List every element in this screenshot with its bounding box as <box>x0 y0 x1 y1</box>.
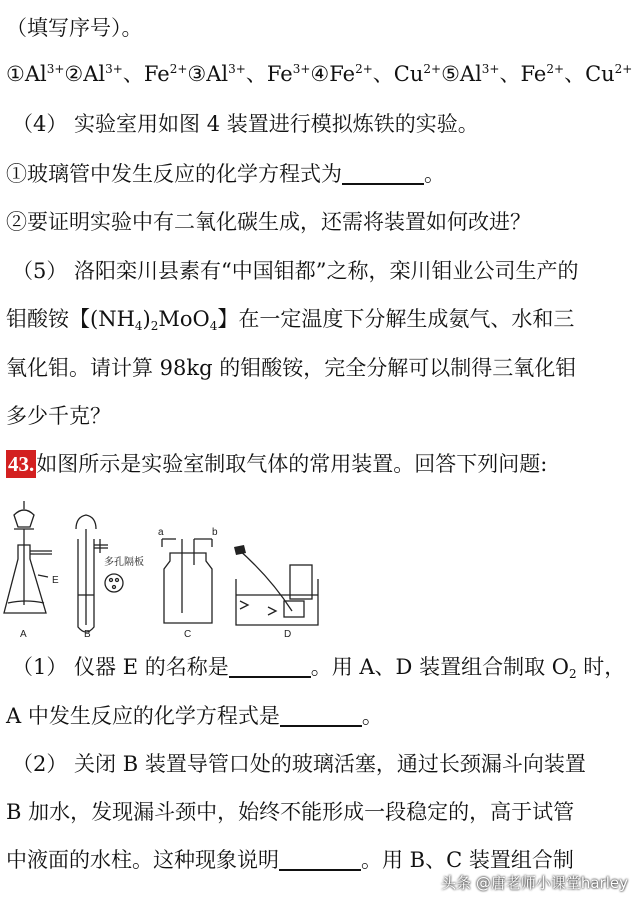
question-43-part-1-line-2: A 中发生反应的化学方程式是 。 <box>6 704 383 728</box>
question-4-text: （4） 实验室用如图 4 装置进行模拟炼铁的实验。 <box>12 112 479 136</box>
option-1: $①Al^{3+}$ <box>6 62 65 86</box>
watermark: 头条 @唐老师小课堂harley <box>441 874 628 892</box>
option-5: $⑤Al^{3+}$、$Fe^{2+}$、$Cu^{2+}$ <box>441 62 633 86</box>
question-43-part-1: （1） 仪器 E 的名称是 。用 A、D 装置组合制取 $O_2$ 时， <box>12 655 626 681</box>
label-porous-plate: 多孔隔板 <box>104 557 144 568</box>
answer-blank[interactable] <box>279 849 361 871</box>
label-a: A <box>20 629 27 640</box>
question-43-part-2: （2） 关闭 B 装置导管口处的玻璃活塞，通过长颈漏斗向装置 <box>12 752 586 776</box>
label-b: B <box>84 629 91 640</box>
option-3: $③Al^{3+}$、$Fe^{3+}$ <box>187 62 311 86</box>
question-5-formula-line: 钼酸铵【$(NH_4)_2MoO_4$】在一定温度下分解生成氨气、水和三 <box>6 307 575 333</box>
apparatus-c <box>162 539 212 623</box>
question-number: 43. <box>8 452 35 476</box>
question-4-part-2: ②要证明实验中有二氧化碳生成，还需将装置如何改进？ <box>6 210 531 234</box>
apparatus-b <box>76 515 123 632</box>
option-2: $②Al^{3+}$、$Fe^{2+}$ <box>64 62 188 86</box>
lab-apparatus-figure <box>0 495 340 645</box>
label-d: D <box>284 629 292 640</box>
answer-hint: （填写序号）。 <box>6 16 143 40</box>
label-c: C <box>184 629 192 640</box>
question-5-line-4: 多少千克？ <box>6 404 111 428</box>
question-5-text: （5） 洛阳栾川县素有“中国钼都”之称，栾川钼业公司生产的 <box>12 259 579 283</box>
answer-blank[interactable] <box>280 705 362 727</box>
answer-blank[interactable] <box>229 656 311 678</box>
ion-options <box>6 60 636 88</box>
label-e: E <box>52 575 59 586</box>
apparatus-a <box>4 501 52 613</box>
question-43-heading: 43.如图所示是实验室制取气体的常用装置。回答下列问题: <box>8 452 548 476</box>
question-5-line-3: 氧化钼。请计算 98kg 的钼酸铵，完全分解可以制得三氧化钼 <box>6 356 577 380</box>
label-tube-a: a <box>158 527 164 538</box>
question-43-part-2-line-2: B 加水，发现漏斗颈中，始终不能形成一段稳定的，高于试管 <box>6 800 575 824</box>
option-4: $④Fe^{2+}$、$Cu^{2+}$ <box>310 62 442 86</box>
question-43-part-2-line-3: 中液面的水柱。这种现象说明 。用 B、C 装置组合制 <box>6 848 574 872</box>
rubber-stopper-icon <box>234 545 246 555</box>
answer-blank[interactable] <box>342 163 424 185</box>
apparatus-d <box>236 549 318 625</box>
question-4-part-1: ①玻璃管中发生反应的化学方程式为 。 <box>6 162 445 186</box>
label-tube-b: b <box>212 527 218 538</box>
